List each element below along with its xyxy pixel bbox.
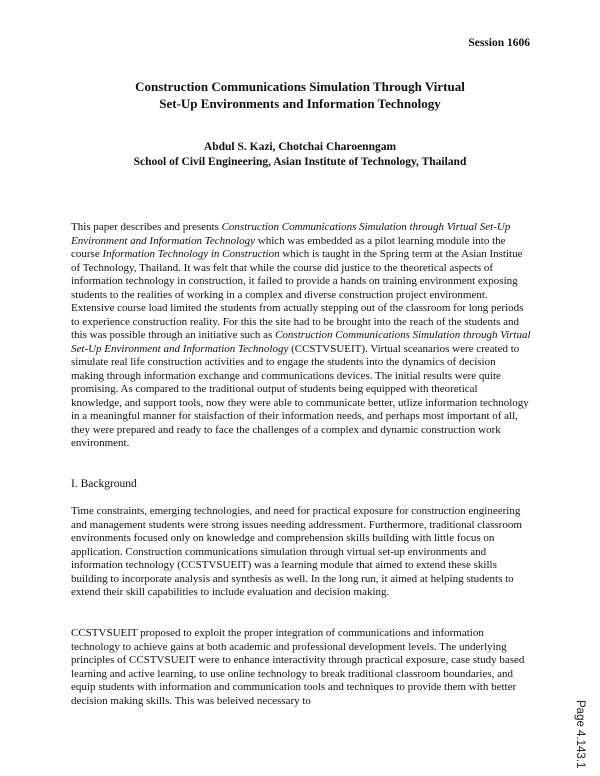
title-line-1: Construction Communications Simulation Through Virtual [135,79,465,94]
author-names: Abdul S. Kazi, Chotchai Charoenngam [203,141,397,153]
author-block [0,140,600,170]
abstract-text-2: which was embedded as a pilot learning module into the course [71,234,506,260]
abstract-paragraph [71,221,531,451]
background-paragraph-1: Time constraints, emerging technologies, and need for practical exposure for construction engineering and management students were strong issues needing addressment. Furthermore, traditional classroom environments focused only on knowledge and comprehension skills building with little focus on application. Construction communications simulation through virtual set-up environments and information technology (CCSTVSUEIT) was a learning module that aimed to extend these skills building to incorporate analysis and synthesis as well. In the long run, it aimed at helping students to extend their skill capabilities to include evaluation and decision making. [71,505,522,598]
title-line-2: Set-Up Environments and Information Technology [159,96,441,111]
section-heading: I. Background [71,478,137,490]
abstract-module-title: Construction Communications Simulation through Virtual Set-Up Environment and Information Technology [71,221,511,247]
abstract-text-1: This paper describes and presents [71,221,222,233]
author-affiliation: School of Civil Engineering, Asian Institute of Technology, Thailand [133,156,467,168]
abstract-course-name: Information Technology in Construction [102,248,280,260]
page-number: Page 4.143.1 [574,700,586,769]
abstract-text-4: (CCSTVSUEIT). Virtual sceanarios were created to simulate real life construction activities and to engage the students into the dynamics of decision making through information exchange and communications devices. The initial results were quite promising. As compared to the traditional output of students being equipped with theoretical knowledge, and support tools, now they were able to communicate better, utlize information technology in a meaningful manner for staisfaction of their information needs, and perhaps most important of all, they were prepared and ready to face the challenges of a complex and dynamic construction work environment. [71,342,529,449]
background-paragraph-2: CCSTVSUEIT proposed to exploit the proper integration of communications and information technology to achieve gains at both academic and professional development levels. The underlying principles of CCSTVSUEIT were to enhance interactivity through practical exposure, case study based learning and active learning, to use online technology to break traditional classroom boundaries, and equip students with information and communication tools and techniques to provide them with better decision making skills. This was beleived necessary to [71,627,525,707]
abstract-module-title-repeat: Construction Communications Simulation through Virtual Set-Up Environment and Information Technology [71,329,531,355]
abstract-text-3: which is taught in the Spring term at the Asian Institue of Technology, Thailand. It was felt that while the course did justice to the theoretical aspects of information technology in construction, it failed to provide a hands on training environment exposing students to the realities of working in a complex and diverse construction project environment. Extensive course load limited the students from actually stepping out of the classroom for long periods to experience construction reality. For this the site had to be brought into the reach of the students and this was possible through an initiative such as [71,248,524,341]
session-number: Session 1606 [468,37,530,49]
paper-title [0,78,600,112]
